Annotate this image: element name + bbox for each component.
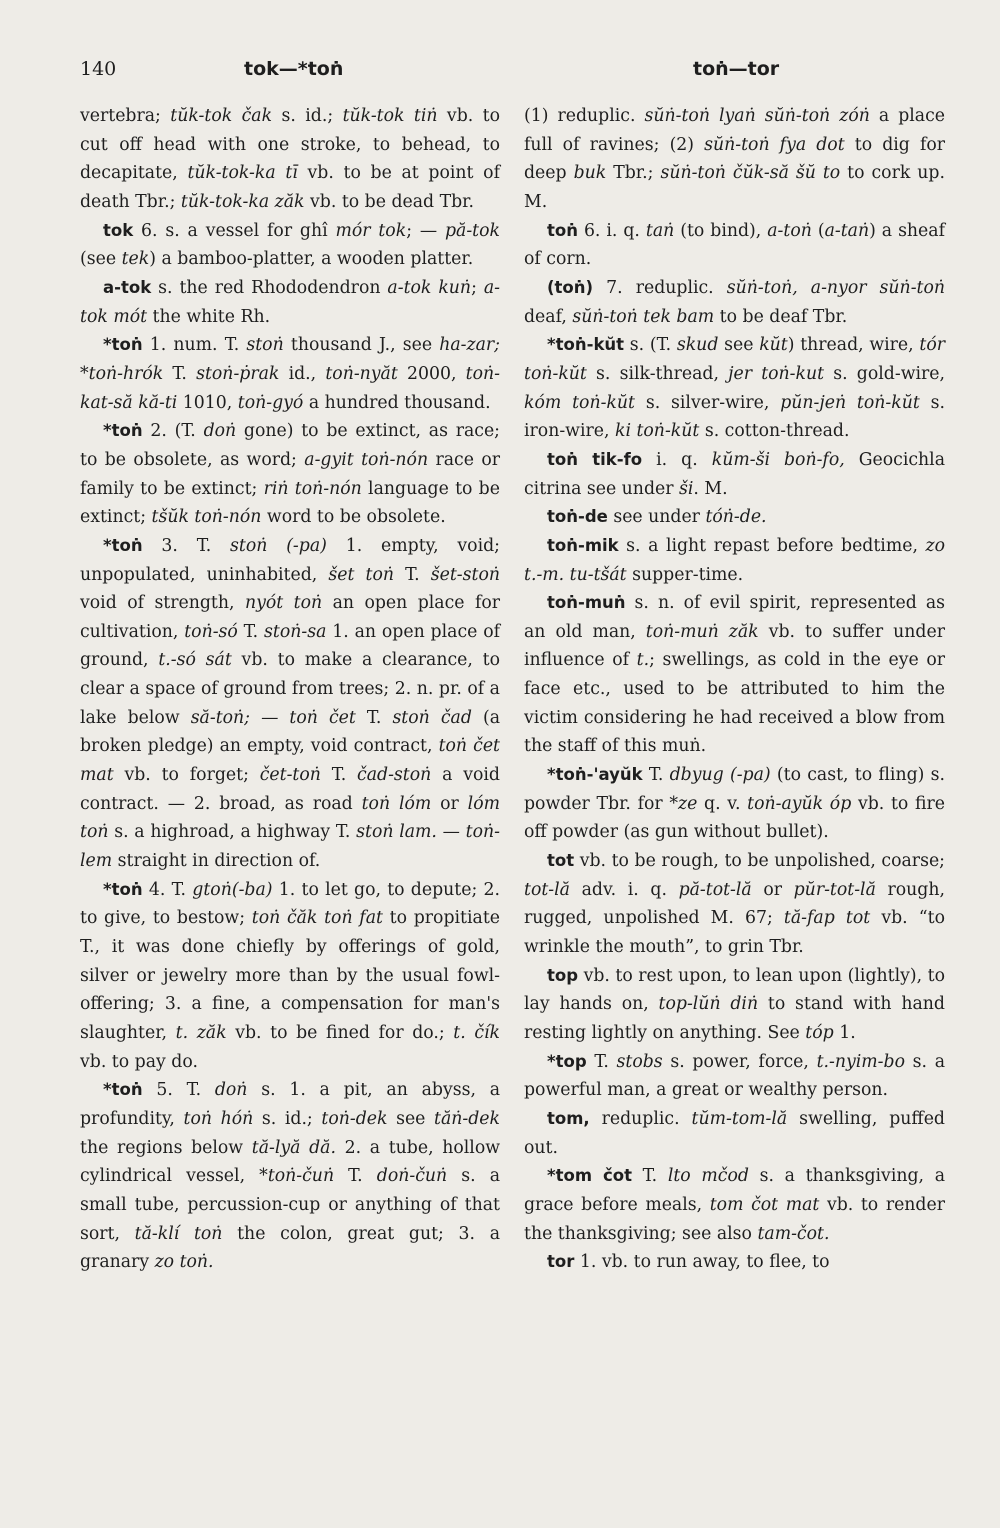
entry-text: 4. T. (142, 879, 193, 900)
headword: *toṅ (103, 1080, 143, 1100)
entry-text: 1. (833, 1023, 856, 1043)
dictionary-entry (524, 589, 945, 761)
italic-term: čad-stoṅ (357, 765, 432, 786)
entry-text: s. gold-wire, (824, 363, 945, 384)
dictionary-entry (524, 761, 945, 847)
dictionary-entry (80, 274, 500, 331)
italic-term: toṅ-gyó (237, 392, 304, 413)
entry-text: Tbr.; (606, 163, 661, 184)
right-column (524, 102, 945, 1277)
italic-term: toṅ čăk toṅ fat (251, 908, 383, 929)
entry-text: vb. to render the thanksgiving; see also (524, 1194, 945, 1244)
entry-text: see (718, 335, 760, 356)
entry-text: s. id.; (253, 1108, 322, 1129)
headword: *top (547, 1051, 587, 1071)
entry-text: thousand J., see (283, 335, 440, 356)
italic-term: tšŭk toṅ-nón (151, 507, 262, 528)
headword: (toṅ) (547, 277, 594, 297)
entry-text: . M. (693, 478, 728, 499)
italic-term: toṅ čet mat (80, 736, 500, 786)
entry-text: vb. to forget; (113, 765, 260, 786)
dictionary-entry (524, 1048, 945, 1105)
italic-term: top-lŭṅ diṅ (658, 994, 759, 1015)
italic-term: stoṅ-ṗrak (196, 363, 280, 384)
italic-term: doṅ (203, 421, 237, 442)
entry-text: 2000, (397, 363, 466, 384)
entry-text: T. (320, 765, 358, 786)
entry-text: (to bind), (674, 220, 768, 241)
dictionary-entry (524, 274, 945, 331)
dictionary-entry (524, 217, 945, 274)
italic-term: gtoṅ(-ba) (192, 879, 273, 900)
entry-text: vb. to rest upon, to lean upon (lightly), to lay hands on, (524, 965, 945, 1015)
italic-term: šet-stoṅ (430, 564, 500, 585)
italic-term: tă-lyă dă. (251, 1137, 336, 1158)
entry-text: 1. an open place of ground, (80, 621, 501, 671)
entry-text: ; — (406, 220, 445, 241)
entry-text: 6. s. a vessel for ghî (133, 220, 336, 241)
dictionary-entry (80, 876, 500, 1077)
headword: tot (547, 851, 575, 871)
italic-term: toṅ-ayŭk óp (747, 793, 852, 814)
entry-text: an open place for cultivation, (80, 593, 501, 642)
entry-text: (see (80, 249, 122, 270)
headword: top (547, 965, 579, 985)
italic-term: kŭm-ši boṅ-fo, (711, 449, 845, 470)
entry-text: race or family to be extinct; (80, 449, 500, 499)
italic-term: ha-zar; *toṅ-hrók (80, 335, 500, 384)
entry-text: q. v. (697, 793, 748, 814)
italic-term: pă-tok (444, 220, 500, 241)
headword: toṅ-mik (547, 535, 619, 555)
italic-term: stoṅ-sa (264, 621, 327, 642)
italic-term: sŭṅ-toṅ lyaṅ sŭṅ-toṅ zóṅ (644, 106, 870, 126)
entry-text: ; (471, 277, 484, 298)
headword: a-tok (103, 277, 152, 297)
entry-text: s. power, force, (662, 1051, 817, 1072)
entry-text: T. (631, 1166, 668, 1187)
entry-text: 7. reduplic. (593, 277, 727, 298)
entry-text: s. n. of evil spirit, represented as an old man, (524, 593, 945, 642)
dictionary-entry (524, 102, 945, 217)
entry-text: gone) to be extinct, as race; to be obsolete, as word; (80, 421, 500, 470)
entry-text: rough, rugged, unpolished M. 67; (524, 879, 945, 929)
entry-text: 1. vb. to run away, to flee, to (574, 1252, 830, 1273)
italic-term: tăṅ-dek (434, 1108, 501, 1129)
italic-term: toṅ-nyăt (325, 363, 398, 384)
italic-term: t. (636, 650, 650, 671)
italic-term: pă-tot-lă (678, 879, 752, 900)
entry-text: Geocichla citrina see under (524, 449, 946, 499)
right-guide-word: toṅ—tor (693, 58, 780, 80)
entry-text: to stand with hand resting lightly on anything. See (524, 994, 945, 1043)
italic-term: taṅ (645, 220, 675, 241)
dictionary-entry (80, 417, 500, 532)
entry-text: 1. empty, void; unpopulated, uninhabited, (80, 535, 500, 585)
italic-term: zo t.-m. tu-tšát (524, 535, 945, 585)
entry-text: ( (811, 220, 825, 241)
italic-term: să-toṅ; — toṅ čet (190, 707, 356, 728)
italic-term: tóp (805, 1023, 834, 1043)
entry-text: s. cotton-thread. (699, 421, 850, 442)
entry-text: (a broken pledge) an empty, void contract, (80, 707, 501, 757)
entry-text: or (751, 879, 794, 900)
entry-text: ) thread, wire, (787, 335, 920, 356)
entry-text: vb. to be fined for do.; (226, 1023, 454, 1043)
headword: *toṅ (103, 879, 143, 899)
italic-term: tă-fap tot (783, 908, 871, 929)
entry-text: the regions below (80, 1137, 252, 1158)
entry-text: s. a powerful man, a great or wealthy person. (524, 1051, 946, 1101)
italic-term: t. zăk (175, 1023, 227, 1043)
page-number: 140 (80, 58, 117, 80)
italic-term: sŭṅ-toṅ tek bam (572, 306, 715, 327)
italic-term: buk (573, 163, 607, 184)
entry-text: s. silver-wire, (634, 392, 781, 413)
entry-text: T. (237, 621, 265, 642)
italic-term: kŭt (759, 335, 788, 356)
entry-text: ; swellings, as cold in the eye or face etc., used to be attributed to him the victim considering he had received a blow from the staff of this muṅ. (524, 650, 945, 757)
italic-term: t.-nyim-bo (816, 1051, 905, 1072)
entry-text: to cork up. M. (524, 163, 945, 212)
italic-term: doṅ-čuṅ (376, 1166, 448, 1187)
entry-text: vb. to pay do. (80, 1051, 198, 1072)
entry-text: 3. T. (142, 535, 231, 556)
italic-term: lóm toṅ (80, 793, 500, 843)
entry-text: vb. to make a clearance, to clear a space of ground from trees; 2. n. pr. of a lake below (80, 650, 500, 728)
entry-text: vb. to be at point of death Tbr.; (80, 163, 500, 212)
entry-text: the white Rh. (147, 306, 271, 327)
entry-text: s. a highroad, a highway T. (108, 822, 357, 843)
entry-text: to be deaf Tbr. (714, 306, 848, 327)
dictionary-entry (80, 102, 500, 217)
italic-term: stoṅ (-pa) (230, 535, 327, 556)
entry-text: 5. T. (142, 1080, 215, 1101)
dictionary-entry (524, 1105, 945, 1162)
entry-text: s. (T. (624, 335, 677, 356)
italic-term: doṅ (214, 1080, 248, 1101)
italic-term: skud (676, 335, 719, 356)
italic-term: *ze (669, 793, 698, 814)
entry-text: s. a small tube, percussion-cup or anything of that sort, (80, 1166, 501, 1244)
entry-text: s. 1. a pit, an abyss, a profundity, (80, 1080, 500, 1129)
entry-text: ) a bamboo-platter, a wooden platter. (149, 249, 474, 270)
entry-text: T. (334, 1166, 377, 1187)
entry-text: supper-time. (626, 564, 744, 585)
italic-term: a-toṅ (767, 220, 812, 241)
entry-text: reduplic. (589, 1108, 692, 1129)
italic-term: pŭn-jeṅ toṅ-kŭt (780, 392, 920, 413)
entry-text: vb. to suffer under influence of (524, 621, 945, 671)
entry-text: void of strength, (80, 593, 245, 614)
italic-term: nyót toṅ (244, 593, 323, 614)
dictionary-entry (524, 847, 945, 962)
entry-text: vb. “to wrinkle the mouth”, to grin Tbr. (524, 908, 945, 958)
italic-term: jer toṅ-kut (728, 363, 825, 384)
italic-term: toṅ-kat-să kă-ti (80, 363, 500, 413)
entry-text: to dig for deep (524, 134, 945, 184)
italic-term: tŭm-tom-lă (691, 1108, 788, 1129)
dictionary-entry (524, 962, 945, 1048)
italic-term: a-taṅ (824, 220, 870, 241)
italic-term: pŭr-tot-lă (793, 879, 876, 900)
headword: tok (103, 220, 134, 240)
entry-text: id., (279, 363, 326, 384)
entry-text: T. (163, 363, 197, 384)
entry-text: straight in direction of. (112, 851, 321, 872)
entry-text: vb. to cut off head with one stroke, to behead, to decapitate, (80, 106, 501, 184)
italic-term: ši (678, 478, 694, 499)
entry-text: see (387, 1108, 435, 1129)
headword: *toṅ (103, 335, 143, 355)
italic-term: tóṅ-de. (705, 507, 767, 528)
entry-text: to propitiate T., it was done chiefly by offerings of gold, silver or jewelry more than by the usual fowl-offering; 3. a fine, a compensation for man's slaughter, (80, 908, 500, 1043)
entry-text: deaf, (524, 306, 573, 327)
italic-term: lto mčod (667, 1166, 749, 1187)
entry-text: language to be extinct; (80, 478, 500, 528)
headword: toṅ-muṅ (547, 593, 626, 613)
dictionary-entry (80, 331, 500, 417)
entry-text: vb. to fire off powder (as gun without bullet). (524, 793, 945, 843)
entry-text: swelling, puffed out. (524, 1108, 945, 1158)
italic-term: tek (121, 249, 150, 270)
entry-text: a hundred thousand. (303, 392, 491, 413)
entry-text: vertebra; (80, 106, 171, 126)
entry-text: vb. to be rough, to be unpolished, coarse; (574, 851, 945, 872)
entry-text: vb. to be dead Tbr. (304, 191, 475, 212)
entry-text: (to cast, to fling) s. powder Tbr. for (524, 765, 946, 814)
headword: *tom čot (547, 1166, 632, 1186)
entry-text: 1. to let go, to depute; 2. to give, to bestow; (80, 879, 500, 929)
headword: *toṅ (103, 535, 143, 555)
italic-term: tot-lă (524, 879, 570, 900)
italic-term: riṅ toṅ-nón (263, 478, 362, 499)
entry-text: the colon, great gut; 3. a granary (80, 1223, 500, 1273)
entry-text: a place full of ravines; (2) (524, 106, 946, 155)
entry-text: (1) reduplic. (524, 106, 645, 126)
entry-text: 6. i. q. (577, 220, 646, 241)
headword: *toṅ-kŭt (547, 335, 625, 355)
italic-term: toṅ hóṅ (183, 1108, 254, 1129)
italic-term: a-tok mót (80, 277, 500, 327)
dictionary-entry (524, 1162, 945, 1248)
entry-text: s. id.; (272, 106, 343, 126)
headword: tor (547, 1252, 575, 1272)
dictionary-entry (524, 503, 945, 532)
entry-text: word to be obsolete. (261, 507, 446, 528)
entry-text: s. a thanksgiving, a grace before meals, (524, 1166, 946, 1215)
italic-term: stoṅ lam. — toṅ-lem (80, 822, 500, 872)
italic-term: a-tok kuṅ (387, 277, 472, 298)
entry-text: see under (607, 507, 706, 528)
italic-term: sŭṅ-toṅ, a-nyor sŭṅ-toṅ (726, 277, 946, 298)
entry-text: s. silk-thread, (586, 363, 729, 384)
italic-term: tór toṅ-kŭt (524, 335, 946, 384)
italic-term: tam-čot. (757, 1223, 830, 1244)
italic-term: dbyug (-pa) (669, 765, 771, 786)
italic-term: t. čík (453, 1023, 501, 1043)
italic-term: mór tok (335, 220, 407, 241)
entry-text: 1010, (177, 392, 238, 413)
headword: *toṅ-'ayŭk (547, 765, 643, 785)
italic-term: tom čot mat (709, 1194, 820, 1215)
italic-term: stoṅ (246, 335, 284, 356)
headword: *toṅ (103, 421, 143, 441)
entry-text: a void contract. — 2. broad, as road (80, 765, 500, 814)
italic-term: tŭk-tok-ka tī (187, 163, 298, 184)
dictionary-entry (524, 1248, 945, 1277)
italic-term: toṅ lóm (361, 793, 432, 814)
entry-text: or (431, 793, 468, 814)
dictionary-entry (80, 532, 500, 876)
entry-text: T. (355, 707, 393, 728)
headword: toṅ tik-fo (547, 449, 643, 469)
italic-term: stoṅ čad (392, 707, 472, 728)
italic-term: ki toṅ-kŭt (614, 421, 700, 442)
italic-term: šet toṅ (328, 564, 395, 585)
italic-term: stobs (616, 1051, 663, 1072)
entry-text: s. iron-wire, (524, 392, 946, 442)
italic-term: toṅ-dek (321, 1108, 388, 1129)
italic-term: a-gyit toṅ-nón (304, 449, 429, 470)
dictionary-entry (524, 331, 945, 446)
italic-term: *toṅ-čuṅ (259, 1166, 335, 1187)
italic-term: toṅ-muṅ zăk (645, 621, 759, 642)
italic-term: toṅ-só (184, 621, 238, 642)
italic-term: tă-klí toṅ (134, 1223, 223, 1244)
dictionary-entry (80, 217, 500, 274)
entry-text: s. a light repast before bedtime, (618, 535, 926, 556)
entry-text: i. q. (642, 449, 712, 470)
entry-text: T. (394, 564, 431, 585)
entry-text: 2. a tube, hollow cylindrical vessel, (80, 1137, 501, 1187)
italic-term: tŭk-tok tiṅ (342, 106, 438, 126)
entry-text: ) a sheaf of corn. (524, 220, 945, 270)
entry-text: 2. (T. (142, 421, 204, 442)
italic-term: tŭk-tok-ka zăk (180, 191, 305, 212)
dictionary-entry (80, 1076, 500, 1277)
italic-term: sŭṅ-toṅ čŭk-să šŭ to (660, 163, 841, 184)
italic-term: kóm toṅ-kŭt (524, 392, 635, 413)
italic-term: čet-toṅ (259, 765, 321, 786)
left-column (80, 102, 500, 1277)
dictionary-entry (524, 446, 945, 503)
headword: toṅ (547, 220, 578, 240)
italic-term: sŭṅ-toṅ fya dot (704, 134, 845, 155)
italic-term: tŭk-tok čak (170, 106, 273, 126)
entry-text: T. (586, 1051, 617, 1072)
headword: toṅ-de (547, 507, 608, 527)
dictionary-entry (524, 532, 945, 589)
italic-term: t.-só sát (158, 650, 232, 671)
entry-text: T. (642, 765, 670, 786)
headword: tom, (547, 1108, 590, 1128)
left-guide-word: tok—*toṅ (244, 58, 344, 80)
italic-term: zo toṅ. (154, 1252, 214, 1273)
entry-text: 1. num. T. (142, 335, 247, 356)
entry-text: adv. i. q. (569, 879, 679, 900)
entry-text: s. the red Rhododendron (151, 277, 388, 298)
